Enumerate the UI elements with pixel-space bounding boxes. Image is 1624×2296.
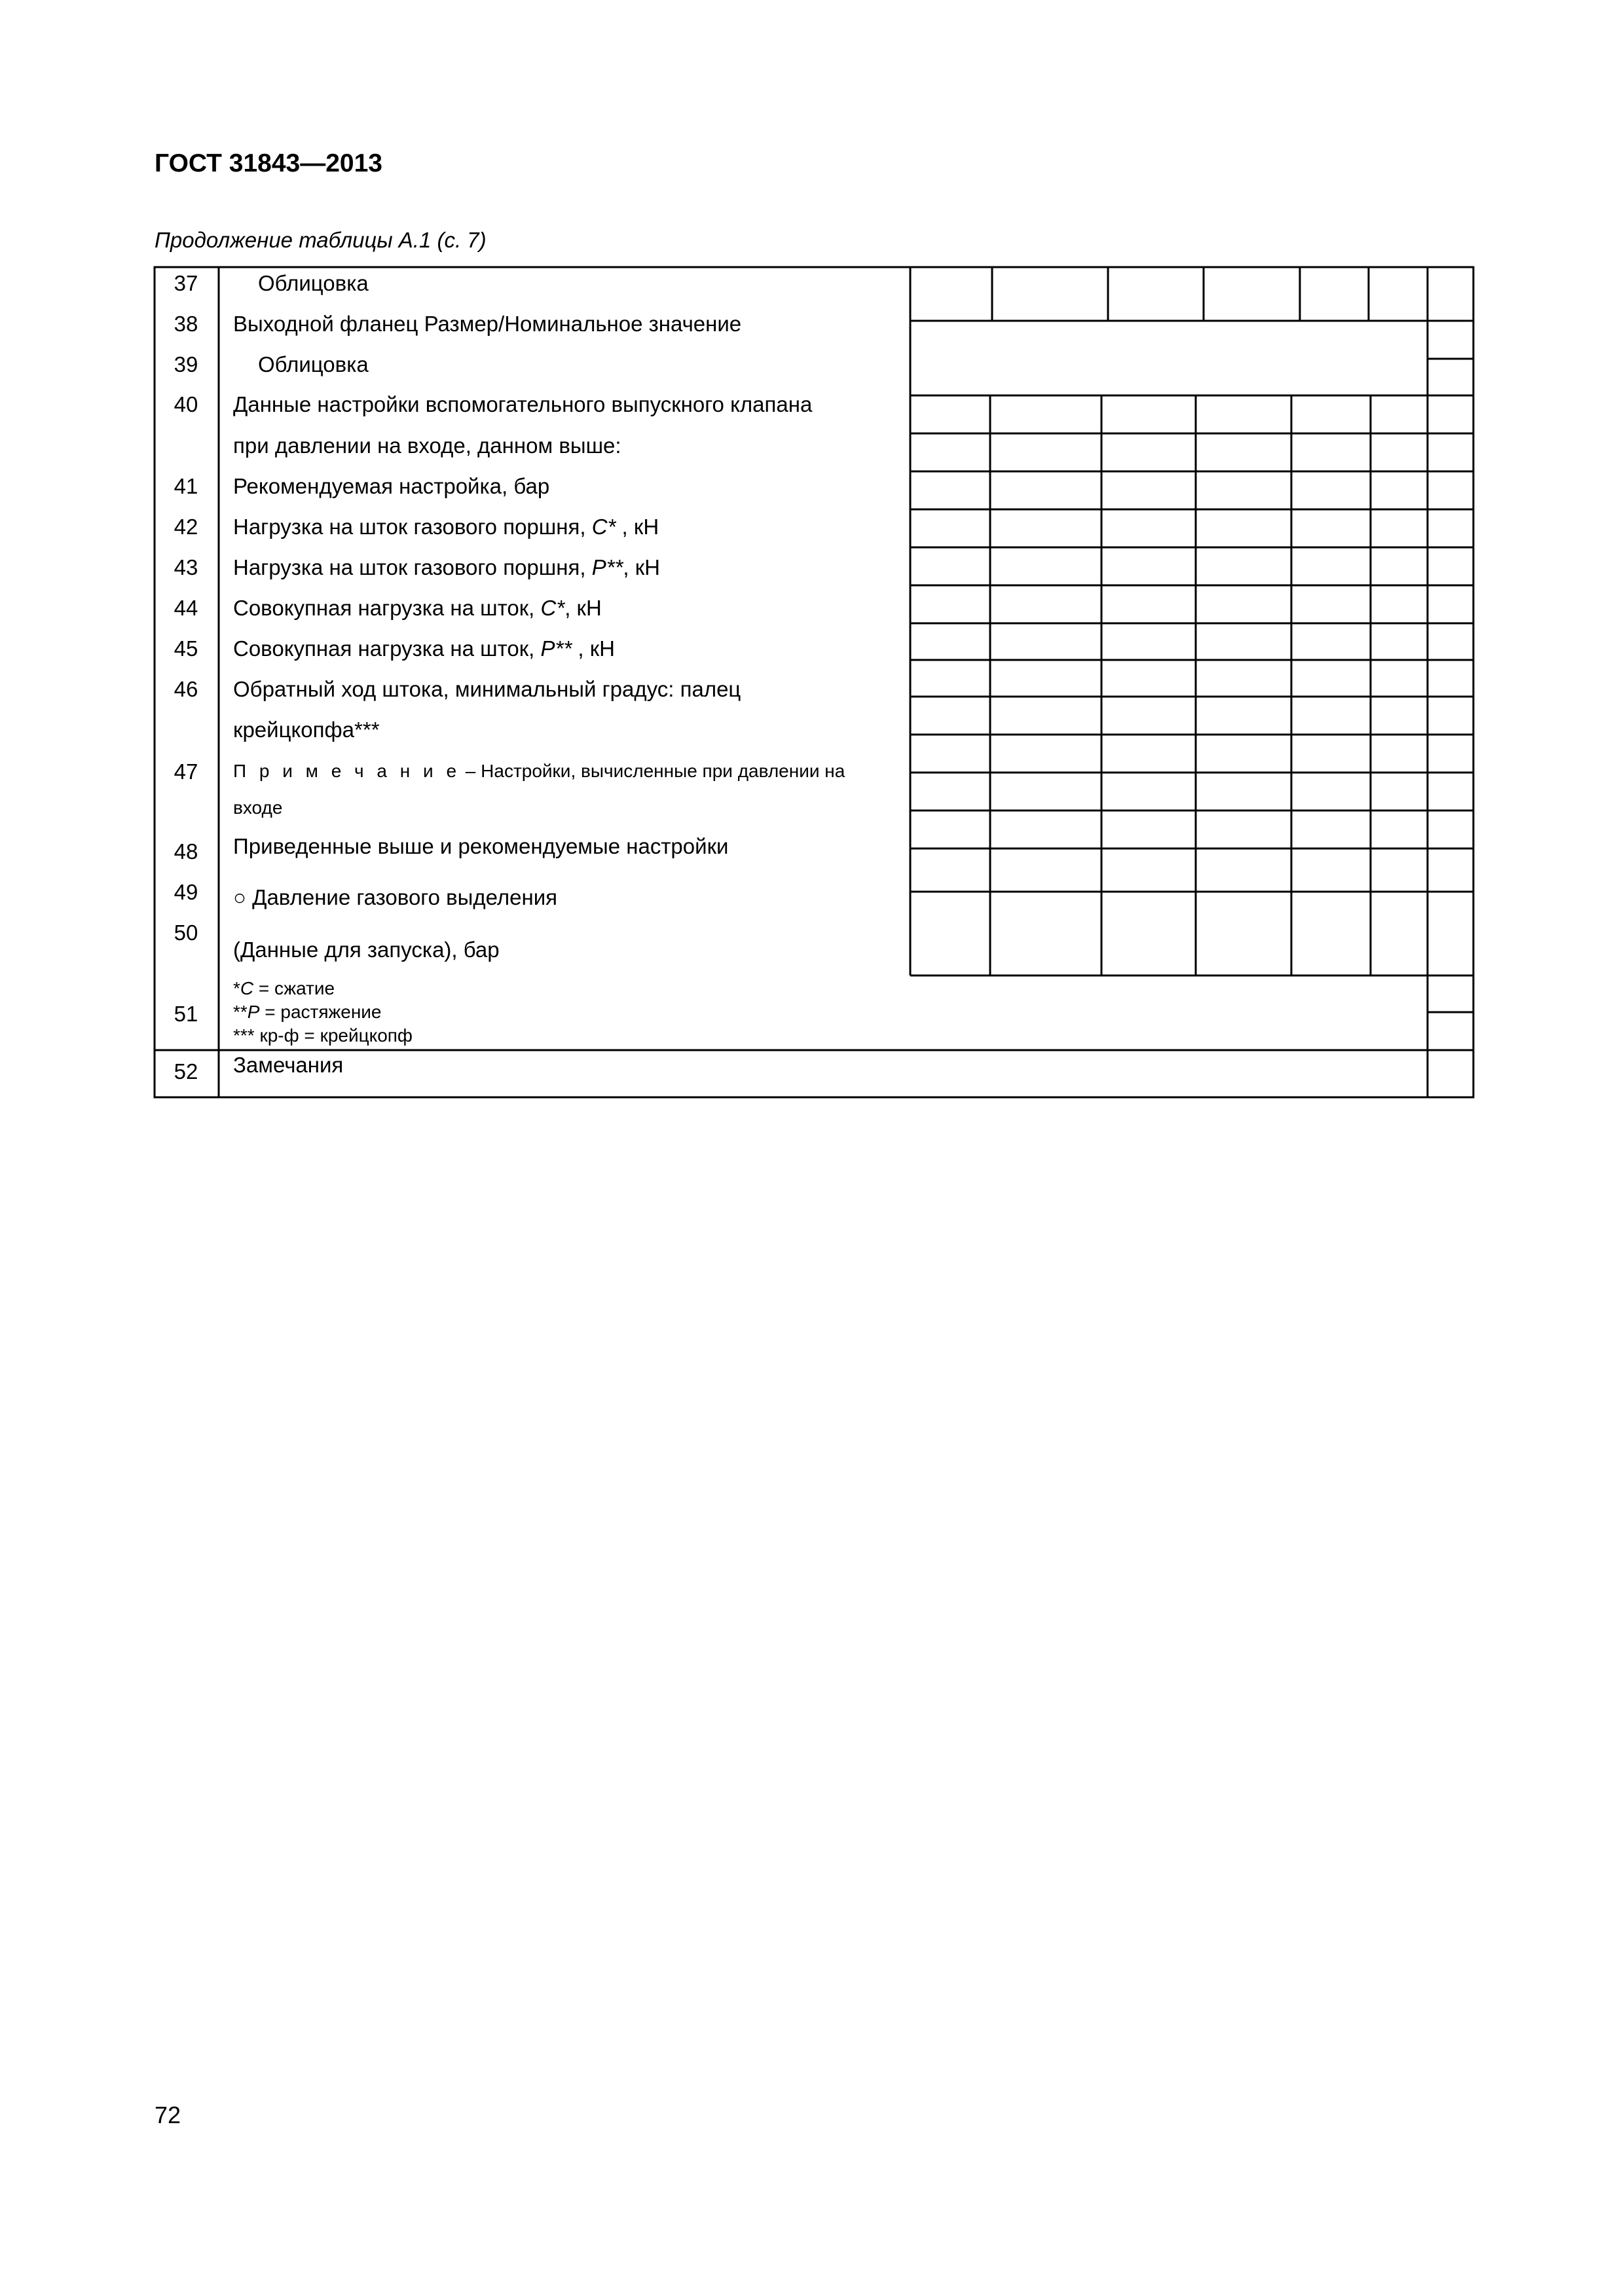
row-number: 46 [174, 677, 198, 701]
row-label [233, 516, 659, 538]
row-number: 44 [174, 596, 198, 620]
label-text: Нагрузка на шток газового поршня, [233, 515, 592, 539]
row-label: Облицовка [258, 271, 369, 295]
row-label [233, 638, 615, 659]
row-label [233, 886, 557, 908]
label-unit: , кН [564, 596, 602, 620]
row-label: Обратный ход штока, минимальный градус: палец [233, 677, 741, 701]
label-unit: , кН [572, 636, 615, 661]
label-symbol: C* [591, 515, 616, 539]
footnote-mark: ** [233, 1002, 248, 1022]
table-caption: Продолжение таблицы А.1 (с. 7) [155, 228, 487, 252]
row-label: (Данные для запуска), бар [233, 938, 500, 962]
note-label-continued: входе [233, 797, 283, 818]
note-text: – Настройки, вычисленные при давлении на [460, 761, 845, 781]
page-number: 72 [155, 2102, 181, 2128]
label-symbol: P** [540, 636, 572, 661]
row-number: 52 [174, 1059, 198, 1084]
label-symbol: P** [591, 555, 623, 579]
footnote-text: = растяжение [259, 1002, 382, 1022]
row-label: Выходной фланец Размер/Номинальное значение [233, 312, 742, 336]
row-number: 42 [174, 515, 198, 539]
label-unit: , кН [623, 555, 660, 579]
label-text: Давление газового выделения [252, 885, 558, 909]
footnote-symbol: P [247, 1002, 260, 1022]
row-label-continued: крейцкопфа*** [233, 718, 380, 742]
label-unit: , кН [616, 515, 659, 539]
footnote: *** кр-ф = крейцкопф [233, 1025, 413, 1046]
row-number: 37 [174, 271, 198, 295]
row-number: 43 [174, 555, 198, 579]
row-number: 49 [174, 880, 198, 904]
row-label: Приведенные выше и рекомендуемые настройки [233, 834, 729, 858]
footnote-text: = сжатие [253, 978, 335, 998]
row-number: 40 [174, 392, 198, 416]
row-label [233, 597, 602, 619]
row-label [233, 556, 660, 578]
row-number: 41 [174, 474, 198, 498]
row-number: 48 [174, 839, 198, 864]
radio-icon: ○ [233, 885, 246, 909]
row-label: Облицовка [258, 352, 369, 376]
row-label: Замечания [233, 1053, 344, 1077]
label-text: Нагрузка на шток газового поршня, [233, 555, 592, 579]
document-title: ГОСТ 31843—2013 [155, 149, 382, 177]
row-number: 47 [174, 759, 198, 784]
row-label: Рекомендуемая настройка, бар [233, 474, 550, 498]
row-number: 51 [174, 1002, 198, 1026]
footnote [233, 1003, 382, 1021]
row-label: Данные настройки вспомогательного выпускного клапана [233, 392, 813, 416]
note-label [233, 762, 845, 780]
label-symbol: C* [540, 596, 565, 620]
label-text: Совокупная нагрузка на шток, [233, 636, 541, 661]
footnote-symbol: C [240, 978, 254, 998]
footnote-mark: * [233, 978, 240, 998]
row-number: 45 [174, 636, 198, 661]
row-number: 38 [174, 312, 198, 336]
data-table [0, 0, 1624, 1113]
note-prefix: П р и м е ч а н и е [233, 761, 461, 781]
row-number: 39 [174, 352, 198, 376]
footnote [233, 979, 335, 998]
row-number: 50 [174, 920, 198, 945]
row-label-continued: при давлении на входе, данном выше: [233, 433, 621, 458]
label-text: Совокупная нагрузка на шток, [233, 596, 541, 620]
